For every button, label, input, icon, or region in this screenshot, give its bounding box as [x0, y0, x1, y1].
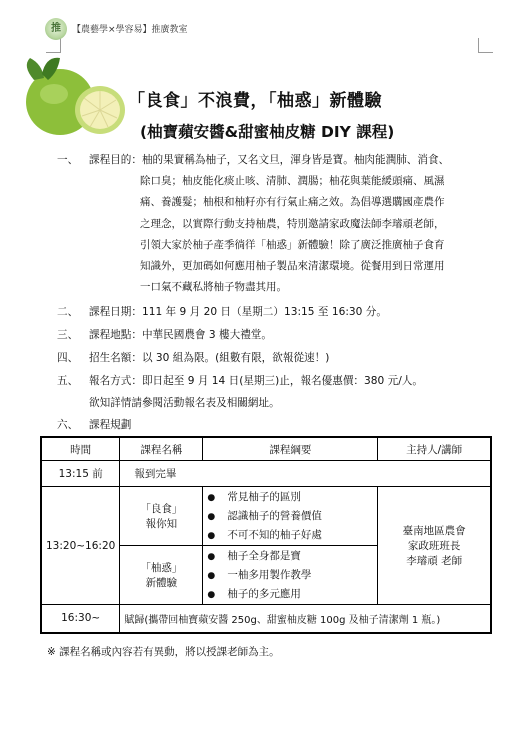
course-name: 新體驗	[145, 577, 178, 589]
host-cell	[378, 487, 491, 605]
table-header-outline: 課程綱要	[203, 437, 378, 461]
section-text: 課程目的：柚的果實稱為柚子，又名文旦，渾身皆是寶。柚肉能潤肺、消食、	[89, 154, 450, 166]
purpose-body	[140, 171, 485, 299]
title-main: 「良食」不浪費，「柚惑」新體驗	[128, 91, 382, 111]
section-text: 招生名額：以 30 組為限。(組數有限，欲報從速！)	[89, 352, 330, 364]
host-line: 臺南地區農會	[402, 525, 466, 537]
list-item: ● 一柚多用製作教學	[203, 566, 377, 585]
list-item: ● 常見柚子的區別	[203, 488, 377, 507]
time-cell: 13:15 前	[41, 461, 120, 487]
pomelo-illustration	[20, 50, 130, 140]
header-logo: 推	[45, 18, 67, 40]
header-text: 【農藝學×學容易】推廣教室	[72, 25, 188, 35]
course-name: 「柚惑」	[140, 562, 183, 574]
purpose-line: 之理念，以實際行動支持柚農，特別邀請家政魔法師李璿頑老師，	[140, 217, 445, 230]
table-header-course: 課程名稱	[120, 437, 203, 461]
table-row	[41, 605, 491, 633]
purpose-line: 一口氣不藏私將柚子物盡其用。	[140, 281, 287, 294]
list-item: ● 柚子的多元應用	[203, 585, 377, 604]
course-name-cell	[120, 487, 203, 546]
outline-cell	[203, 546, 378, 605]
section-number: 三、	[57, 329, 79, 341]
table-header-time: 時間	[41, 437, 120, 461]
outline-cell	[203, 487, 378, 546]
table-row	[41, 487, 491, 546]
time-cell: 16:30~	[41, 605, 120, 633]
purpose-line: 知識外，更加碼如何應用柚子製品來清潔環境。從餐用到日常運用	[140, 260, 445, 273]
purpose-line: 除口臭；柚皮能化痰止咳、清肺、潤腸；柚花與葉能緩頭痛、風濕	[140, 175, 445, 187]
purpose-line: 引領大家於柚子產季徜徉「柚惑」新體驗！除了廣泛推廣柚子食育	[140, 238, 445, 251]
host-line: 家政班班長	[407, 540, 461, 552]
list-item: ● 不可不知的柚子好處	[203, 526, 377, 545]
section-number: 五、	[57, 375, 79, 387]
footnote: ※ 課程名稱或內容若有異動，將以授課老師為主。	[47, 646, 280, 658]
outline-list	[203, 547, 377, 604]
title-sub: (柚寶蘋安醬&甜蜜柚皮糖 DIY 課程)	[140, 123, 395, 141]
host-line: 李璿頑 老師	[406, 555, 463, 567]
course-name: 報你知	[145, 518, 178, 530]
section-number: 六、	[57, 419, 79, 431]
checkin-cell: 報到完畢	[120, 461, 491, 487]
page-corner-mark	[478, 38, 493, 53]
time-cell: 13:20~16:20	[41, 487, 120, 605]
section-number: 二、	[57, 306, 79, 318]
section-text: 課程規劃	[89, 419, 132, 431]
section-text: 課程地點：中華民國農會 3 樓大禮堂。	[89, 329, 272, 341]
table-header-row	[41, 437, 491, 461]
course-name-cell	[120, 546, 203, 605]
dismiss-cell: 賦歸(攜帶回柚寶蘋安醬 250g、甜蜜柚皮糖 100g 及柚子清潔劑 1 瓶。)	[120, 605, 491, 633]
table-row	[41, 461, 491, 487]
outline-list	[203, 488, 377, 545]
schedule-table	[40, 436, 492, 634]
section-number: 一、	[57, 154, 79, 166]
section-text: 報名方式：即日起至 9 月 14 日(星期三)止，報名優惠價：380 元/人。	[89, 375, 423, 387]
section-text: 課程日期：111 年 9 月 20 日（星期二）13:15 至 16:30 分。	[89, 306, 387, 318]
course-name: 「良食」	[140, 503, 183, 515]
list-item: ● 柚子全身都是寶	[203, 547, 377, 566]
purpose-line: 痛、養護髮；柚根和柚籽亦有行氣止痛之效。為倡導選購國產農作	[140, 196, 445, 209]
section-number: 四、	[57, 352, 79, 364]
registration-note: 欲知詳情請參閱活動報名表及相關網址。	[89, 397, 280, 409]
table-header-host: 主持人/講師	[378, 437, 491, 461]
list-item: ● 認識柚子的營養價值	[203, 507, 377, 526]
